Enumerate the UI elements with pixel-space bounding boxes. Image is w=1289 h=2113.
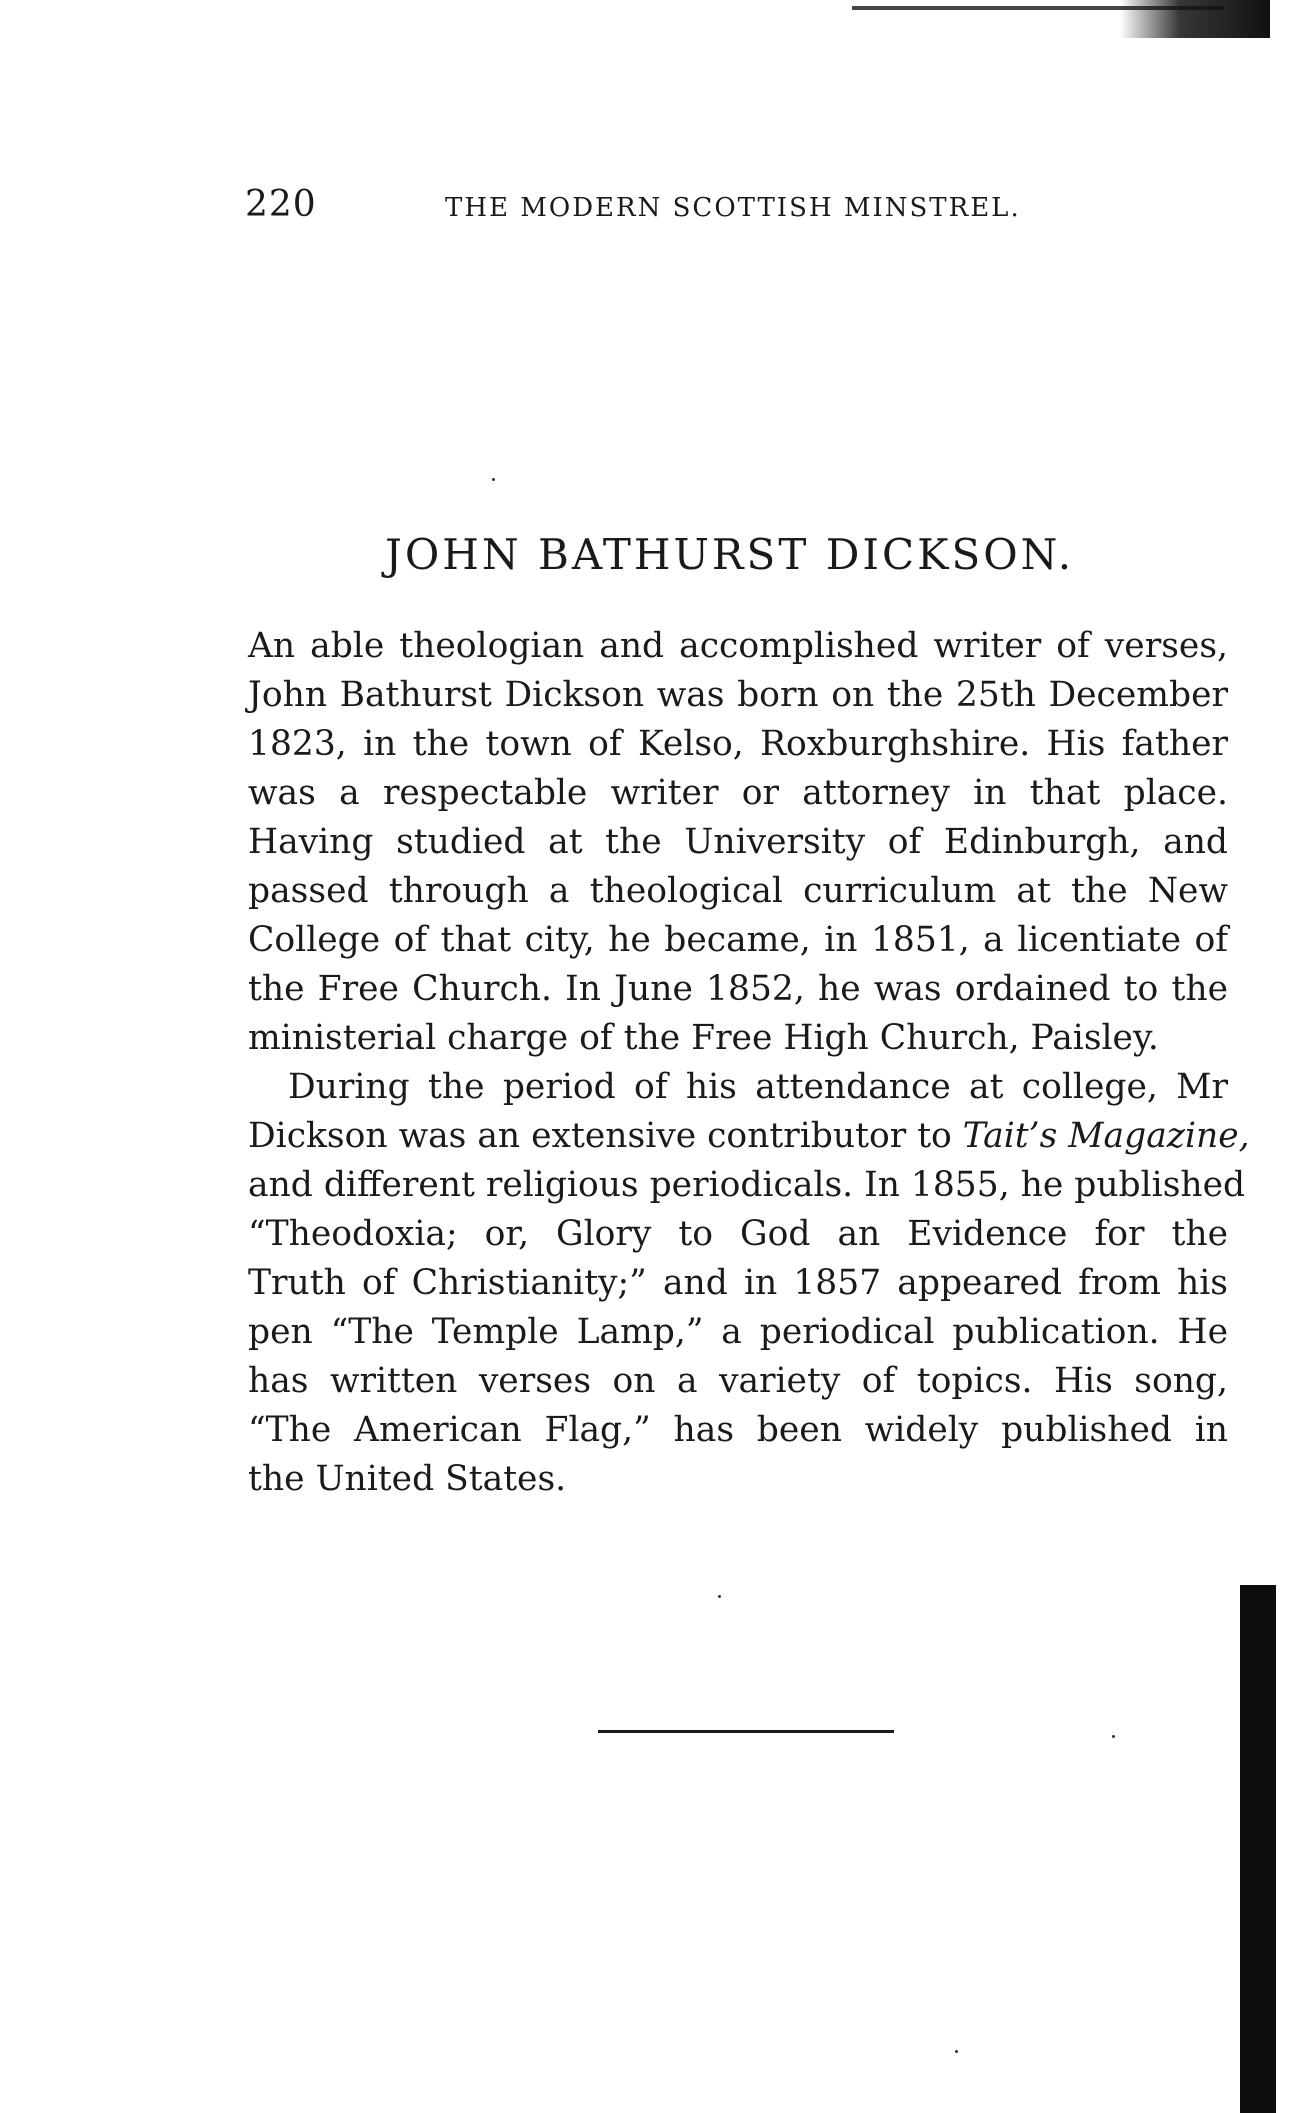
text-line: the United States. (248, 1459, 567, 1499)
text-line: “Theodoxia; or, Glory to God an Evidence for the (248, 1214, 1228, 1254)
text-line (248, 1112, 1250, 1161)
line-text: Dickson was an extensive contributor to (248, 1116, 963, 1156)
text-line: 1823, in the town of Kelso, Roxburghshire. His father (248, 724, 1228, 764)
magazine-title: Tait’s Magazine, (962, 1116, 1250, 1156)
line-text: able theologian and accomplished writer of verses, (295, 626, 1228, 666)
text-line: College of that city, he became, in 1851, a licentiate of (248, 920, 1228, 960)
paragraph-1 (248, 622, 1228, 1063)
text-line: Having studied at the University of Edinburgh, and (248, 822, 1228, 862)
scan-speck (955, 2050, 958, 2053)
running-head (245, 180, 1045, 230)
scan-speck (492, 478, 495, 481)
article-body (248, 622, 1250, 1504)
running-title: THE MODERN SCOTTISH MINSTREL. (445, 193, 1021, 223)
scan-speck (718, 1595, 721, 1598)
scan-corner-shadow (1120, 0, 1270, 38)
section-end-rule (598, 1730, 894, 1733)
scan-edge-shadow (1240, 1585, 1276, 2113)
text-line: Truth of Christianity;” and in 1857 appeared from his (248, 1263, 1228, 1303)
article-title: JOHN BATHURST DICKSON. (385, 530, 1075, 579)
text-line: During the period of his attendance at college, Mr (288, 1067, 1228, 1107)
scan-speck (1112, 1735, 1115, 1738)
paragraph-2 (248, 1063, 1250, 1504)
text-line (248, 622, 1228, 671)
text-line: John Bathurst Dickson was born on the 25th December (248, 675, 1228, 715)
text-line: ministerial charge of the Free High Church, Paisley. (248, 1018, 1159, 1058)
page-number: 220 (245, 184, 317, 225)
text-line: and different religious periodicals. In 1855, he published (248, 1165, 1246, 1205)
text-line: “The American Flag,” has been widely published in (248, 1410, 1228, 1450)
text-line: was a respectable writer or attorney in that place. (248, 773, 1228, 813)
drop-initial: An (248, 626, 296, 666)
text-line: has written verses on a variety of topics. His song, (248, 1361, 1228, 1401)
text-line: passed through a theological curriculum at the New (248, 871, 1228, 911)
text-line: the Free Church. In June 1852, he was ordained to the (248, 969, 1228, 1009)
text-line: pen “The Temple Lamp,” a periodical publication. He (248, 1312, 1228, 1352)
